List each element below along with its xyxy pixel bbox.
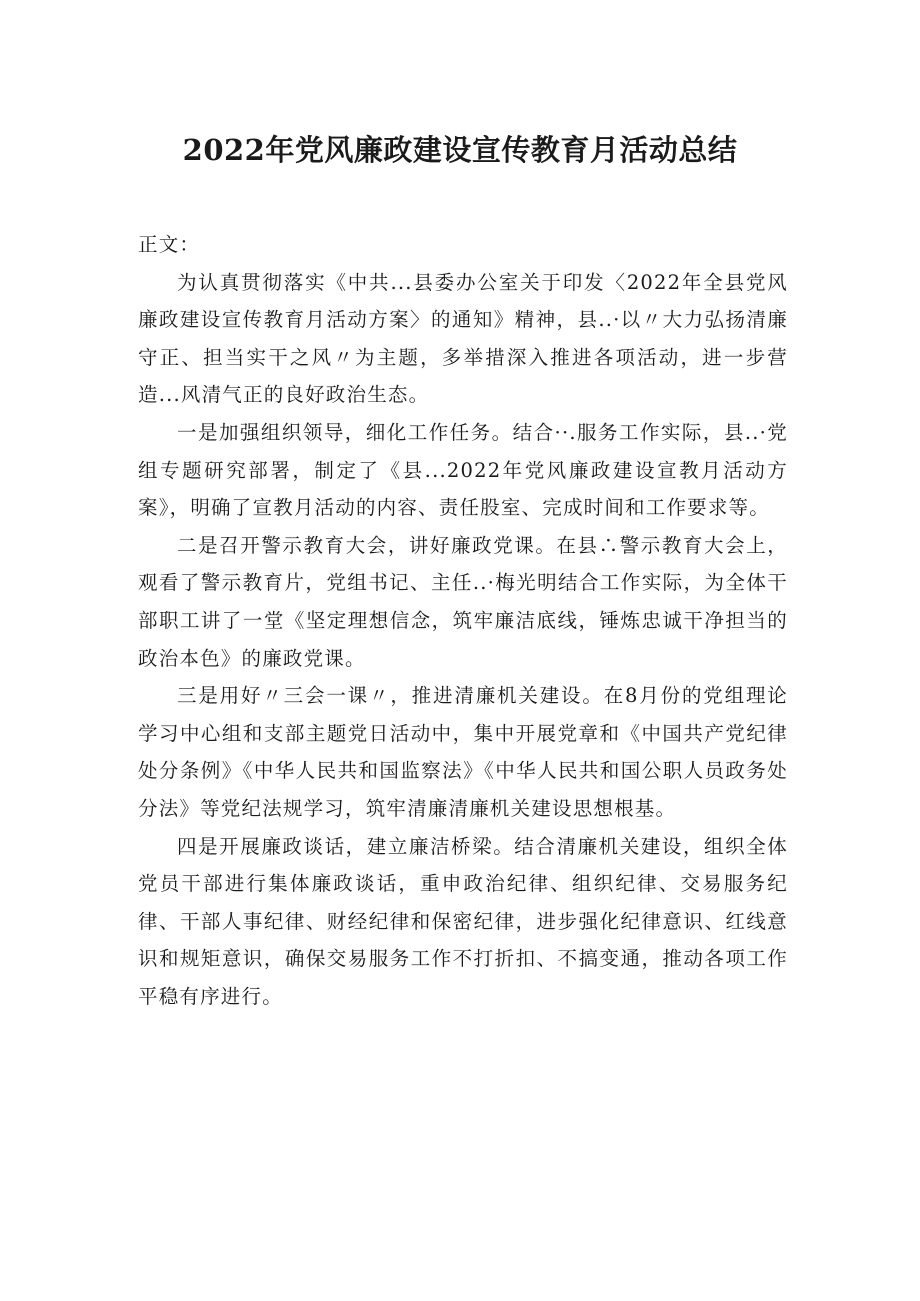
paragraph-point-2: 二是召开警示教育大会，讲好廉政党课。在县∴警示教育大会上，观看了警示教育片，党组书记、主任..·梅光明结合工作实际，为全体干部职工讲了一堂《坚定理想信念，筑牢廉洁底线，锤炼忠诚干净担当的政治本色》的廉政党课。	[138, 533, 788, 670]
paragraph-intro: 为认真贯彻落实《中共...县委办公室关于印发〈2022年全县党风廉政建设宣传教育月活动方案〉的通知》精神，县..·以〃大力弘扬清廉守正、担当实干之风〃为主题，多举措深入推进各项活动，进一步营造...风清气正的良好政治生态。	[138, 270, 788, 407]
paragraph-point-4: 四是开展廉政谈话，建立廉洁桥梁。结合清廉机关建设，组织全体党员干部进行集体廉政谈话，重申政治纪律、组织纪律、交易服务纪律、干部人事纪律、财经纪律和保密纪律，进步强化纪律意识、红线意识和规矩意识，确保交易服务工作不打折扣、不搞变通，推动各项工作平稳有序进行。	[138, 834, 788, 1008]
document-body	[138, 226, 788, 1015]
document-title: 2022年党风廉政建设宣传教育月活动总结	[182, 133, 738, 167]
paragraph-point-3: 三是用好〃三会一课〃，推进清廉机关建设。在8月份的党组理论学习中心组和支部主题党日活动中，集中开展党章和《中国共产党纪律处分条例》《中华人民共和国监察法》《中华人民共和国公职人员政务处分法》等党纪法规学习，筑牢清廉清廉机关建设思想根基。	[138, 684, 788, 820]
body-label: 正文：	[138, 233, 201, 256]
paragraph-point-1: 一是加强组织领导，细化工作任务。结合··.服务工作实际，县..·党组专题研究部署，制定了《县...2022年党风廉政建设宣教月活动方案》，明确了宣教月活动的内容、责任股室、完成时间和工作要求等。	[138, 420, 788, 520]
